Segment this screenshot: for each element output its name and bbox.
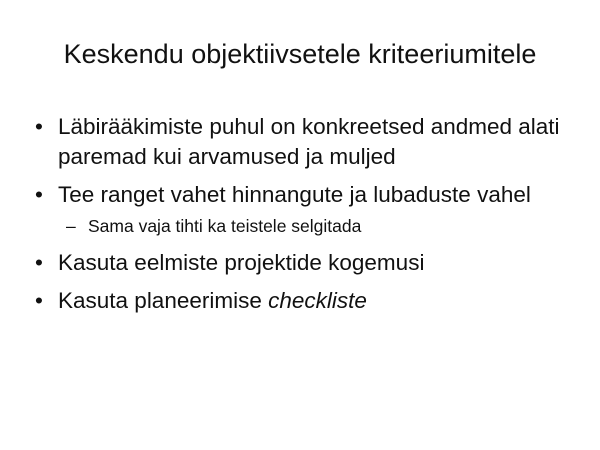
bullet-item <box>30 112 570 172</box>
bullet-text-italic: checkliste <box>268 288 367 313</box>
bullet-item <box>30 248 570 278</box>
bullet-item <box>30 180 570 210</box>
sub-bullet-marker: – <box>66 216 76 236</box>
bullet-marker: • <box>35 250 43 275</box>
bullet-text: Läbirääkimiste puhul on konkreetsed andmed alati paremad kui arvamused ja muljed <box>58 114 560 169</box>
bullet-list <box>30 112 570 324</box>
bullet-marker: • <box>35 182 43 207</box>
bullet-text-plain: Kasuta planeerimise <box>58 288 269 313</box>
bullet-item <box>30 286 570 316</box>
bullet-marker: • <box>35 288 43 313</box>
bullet-marker: • <box>35 114 43 139</box>
slide-title: Keskendu objektiivsetele kriteeriumitele <box>63 39 537 69</box>
bullet-text: Kasuta eelmiste projektide kogemusi <box>58 250 425 275</box>
bullet-text: Tee ranget vahet hinnangute ja lubaduste vahel <box>58 182 531 207</box>
sub-bullet-text: Sama vaja tihti ka teistele selgitada <box>88 216 362 236</box>
sub-bullet-item <box>30 214 570 238</box>
